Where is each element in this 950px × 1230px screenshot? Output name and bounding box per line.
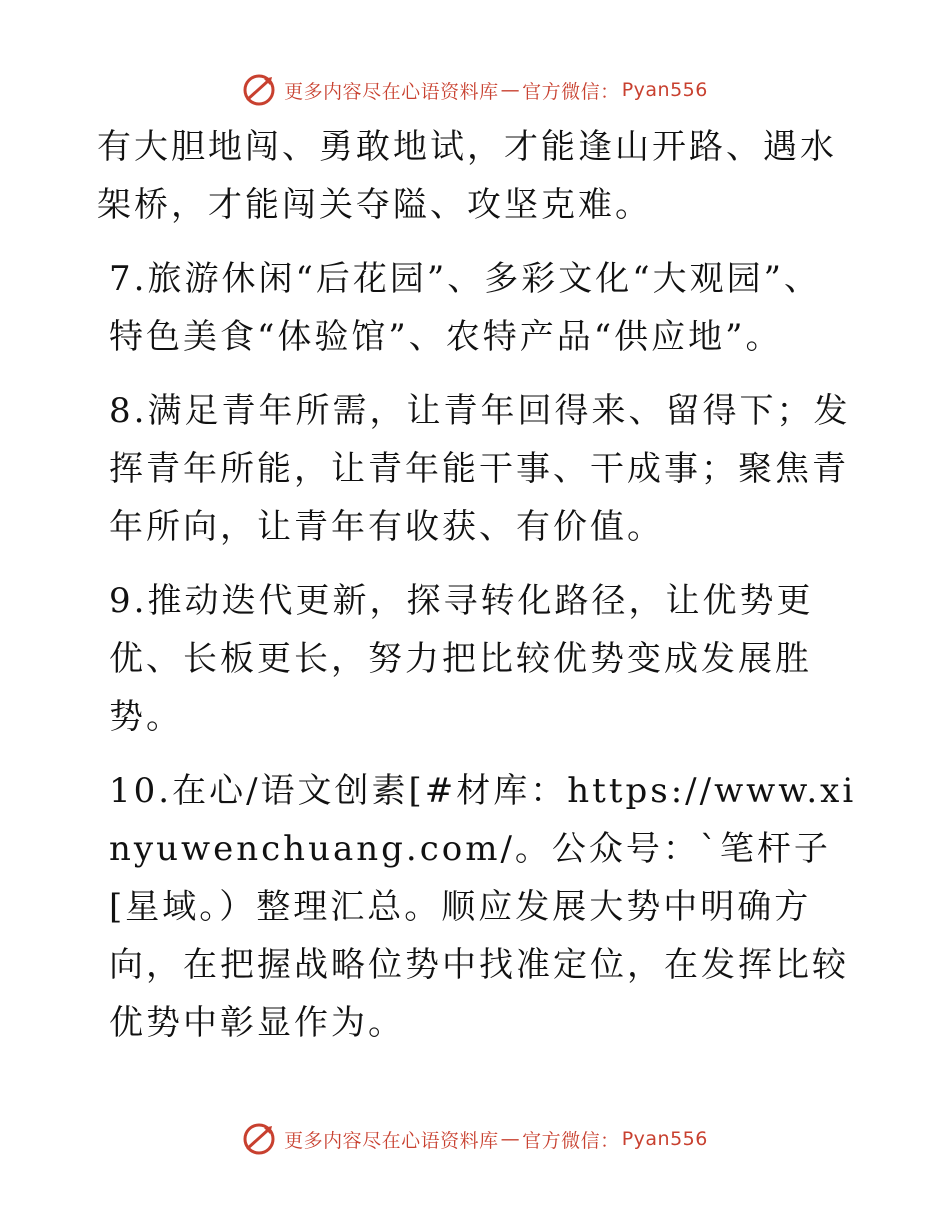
- footer-wechat-id: Pyan556: [621, 1128, 708, 1150]
- paragraph-item-9: 9.推动迭代更新，探寻转化路径，让优势更优、长板更长，努力把比较优势变成发展胜势。: [109, 581, 814, 737]
- page-footer: [0, 1119, 950, 1159]
- header-dash: —: [500, 79, 521, 101]
- brand-logo-icon: [242, 73, 276, 107]
- header-brand: [284, 77, 708, 104]
- paragraph-item-10: 10.在心/语文创素[#材库：https://www.xinyuwenchuang.com/。公众号：`笔杆子[星域。）整理汇总。顺应发展大势中明确方向，在把握战略位势中找准定位，在发挥比较优势中彰显作为。: [109, 771, 857, 1043]
- brand-logo-icon: [242, 1122, 276, 1156]
- footer-brand-name: 更多内容尽在心语资料库: [284, 1129, 499, 1152]
- footer-dash: —: [500, 1128, 521, 1150]
- page-header: [0, 70, 950, 110]
- footer-wechat-label: 官方微信：: [522, 1129, 620, 1152]
- header-brand-name: 更多内容尽在心语资料库: [284, 80, 499, 103]
- paragraph-item-7: 7.旅游休闲“后花园”、多彩文化“大观园”、特色美食“体验馆”、农特产品“供应地”。: [109, 259, 821, 357]
- header-wechat-id: Pyan556: [621, 79, 708, 101]
- document-body: [97, 118, 857, 1068]
- paragraph-continuation: 有大胆地闯、勇敢地试，才能逢山开路、遇水架桥，才能闯关夺隘、攻坚克难。: [97, 127, 837, 225]
- footer-brand: [284, 1126, 708, 1153]
- header-wechat-label: 官方微信：: [522, 80, 620, 103]
- paragraph-item-8: 8.满足青年所需，让青年回得来、留得下；发挥青年所能，让青年能干事、干成事；聚焦青年所向，让青年有收获、有价值。: [109, 391, 851, 547]
